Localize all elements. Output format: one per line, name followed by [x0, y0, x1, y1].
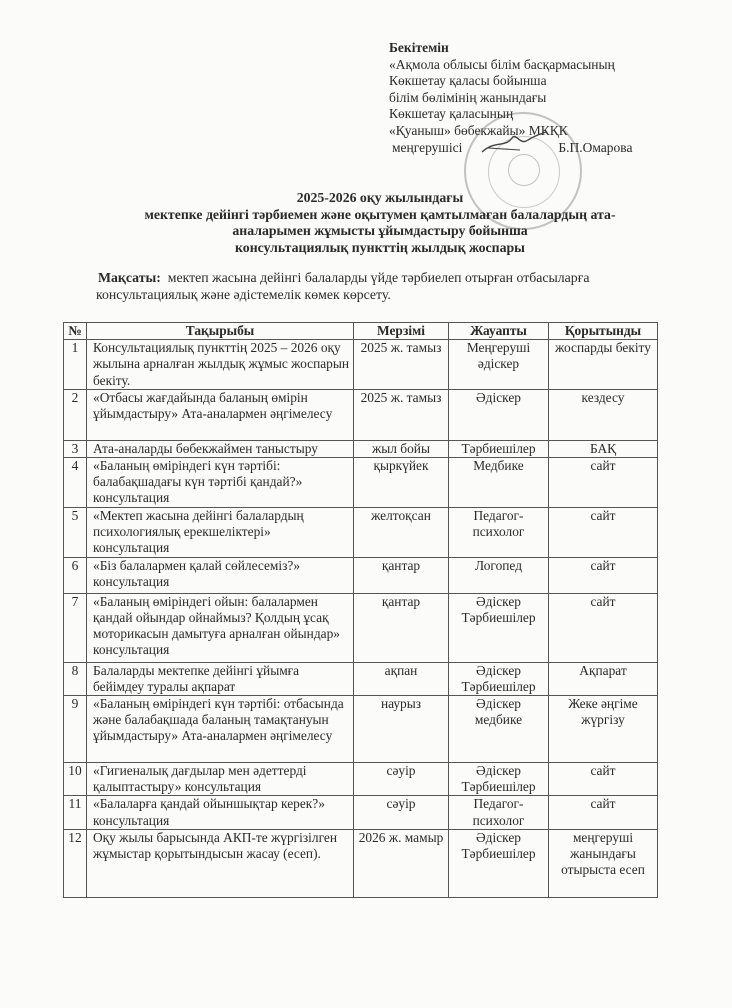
cell-topic: Ата-аналарды бөбекжаймен таныстыру	[87, 440, 354, 457]
table-row	[64, 593, 658, 662]
title-line: 2025-2026 оқу жылындағы	[296, 190, 464, 205]
cell-result: сайт	[549, 593, 658, 662]
cell-result: сайт	[549, 458, 658, 508]
approval-line: «Қуаныш» бөбекжайы» МКҚК	[389, 122, 568, 138]
table-row	[64, 796, 658, 829]
cell-date: қыркүйек	[354, 458, 449, 508]
approval-block	[389, 40, 709, 156]
cell-responsible: Меңгеруші әдіскер	[449, 340, 549, 390]
cell-result: сайт	[549, 796, 658, 829]
cell-topic: «Отбасы жағдайында баланың өмірін ұйымдастыру» Ата-аналармен әңгімелесу	[87, 389, 354, 440]
header-topic: Тақырыбы	[87, 323, 354, 340]
cell-topic: Консультациялық пункттің 2025 – 2026 оқу жылына арналған жылдық жұмыс жоспарын бекіту.	[87, 340, 354, 390]
cell-responsible: Әдіскер Тәрбиешілер	[449, 763, 549, 796]
cell-responsible: Әдіскер медбике	[449, 696, 549, 763]
cell-topic: «Баланың өміріндегі ойын: балалармен қандай ойындар ойнаймыз? Қолдың ұсақ моторикасын дамытуға арналған ойындар» консультация	[87, 593, 354, 662]
table-row	[64, 696, 658, 763]
title-line: мектепке дейінгі тәрбиемен және оқытумен қамтылмаған балалардың ата-	[144, 206, 616, 222]
header-date: Мерзімі	[354, 323, 449, 340]
cell-date: жыл бойы	[354, 440, 449, 457]
cell-responsible: Медбике	[449, 458, 549, 508]
cell-num: 6	[64, 557, 87, 593]
cell-result: сайт	[549, 507, 658, 557]
cell-result: жоспарды бекіту	[549, 340, 658, 390]
table-row	[64, 557, 658, 593]
table-row	[64, 507, 658, 557]
cell-result: сайт	[549, 763, 658, 796]
approval-line: білім бөлімінің жанындағы	[389, 89, 547, 105]
approval-line: Көкшетау қаласы бойынша	[389, 73, 547, 89]
approval-line: Көкшетау қаласының	[389, 106, 514, 122]
table-row	[64, 662, 658, 695]
cell-num: 9	[64, 696, 87, 763]
cell-num: 1	[64, 340, 87, 390]
cell-responsible: Педагог-психолог	[449, 796, 549, 829]
cell-date: наурыз	[354, 696, 449, 763]
table-row	[64, 458, 658, 508]
cell-responsible: Әдіскер Тәрбиешілер	[449, 593, 549, 662]
cell-date: сәуір	[354, 763, 449, 796]
table-row	[64, 340, 658, 390]
cell-topic: Оқу жылы барысында АКП-те жүргізілген жұмыстар қорытындысын жасау (есеп).	[87, 829, 354, 897]
cell-topic: «Гигиеналық дағдылар мен әдеттерді қалыптастыру» консультация	[87, 763, 354, 796]
cell-result: кездесу	[549, 389, 658, 440]
cell-date: 2026 ж. мамыр	[354, 829, 449, 897]
cell-topic: Балаларды мектепке дейінгі ұйымға бейімдеу туралы ақпарат	[87, 662, 354, 695]
cell-result: Жеке әңгіме жүргізу	[549, 696, 658, 763]
cell-num: 4	[64, 458, 87, 508]
title-line: консультациялық пункттің жылдық жоспары	[235, 239, 525, 255]
cell-topic: «Мектеп жасына дейінгі балалардың психологиялық ерекшеліктері» консультация	[87, 507, 354, 557]
table-row	[64, 440, 658, 457]
cell-result: БАҚ	[549, 440, 658, 457]
cell-topic: «Баланың өміріндегі күн тәртібі: балабақшадағы күн тәртібі қандай?» консультация	[87, 458, 354, 508]
cell-result: сайт	[549, 557, 658, 593]
approval-title: Бекітемін	[389, 40, 449, 55]
table-row	[64, 763, 658, 796]
signatory-name: Б.П.Омарова	[558, 139, 633, 155]
title-line: аналарымен жұмысты ұйымдастыру бойынша	[232, 223, 528, 238]
cell-date: 2025 ж. тамыз	[354, 389, 449, 440]
goal-label: Мақсаты:	[98, 270, 161, 285]
table-header-row	[64, 323, 658, 340]
header-responsible: Жауапты	[449, 323, 549, 340]
cell-topic: «Баланың өміріндегі күн тәртібі: отбасында және балабақшада баланың тамақтануын ұйымдастыру» Ата-аналармен әңгімелесу	[87, 696, 354, 763]
signature-row	[389, 140, 709, 157]
cell-responsible: Әдіскер	[449, 389, 549, 440]
goal-text: консультациялық және әдістемелік көмек көрсету.	[96, 286, 391, 302]
position-label: меңгерушісі	[392, 139, 463, 155]
cell-date: желтоқсан	[354, 507, 449, 557]
cell-result: Ақпарат	[549, 662, 658, 695]
goal-text: мектеп жасына дейінгі балаларды үйде тәрбиелеп отырған отбасыларға	[167, 270, 590, 285]
cell-date: қантар	[354, 557, 449, 593]
cell-date: қантар	[354, 593, 449, 662]
cell-responsible: Тәрбиешілер	[449, 440, 549, 457]
cell-num: 7	[64, 593, 87, 662]
cell-num: 5	[64, 507, 87, 557]
cell-topic: «Балаларға қандай ойыншықтар керек?» консультация	[87, 796, 354, 829]
cell-num: 11	[64, 796, 87, 829]
cell-num: 2	[64, 389, 87, 440]
cell-date: 2025 ж. тамыз	[354, 340, 449, 390]
cell-responsible: Әдіскер Тәрбиешілер	[449, 829, 549, 897]
cell-responsible: Педагог-психолог	[449, 507, 549, 557]
cell-num: 3	[64, 440, 87, 457]
cell-num: 8	[64, 662, 87, 695]
table-row	[64, 389, 658, 440]
cell-num: 12	[64, 829, 87, 897]
cell-topic: «Біз балалармен қалай сөйлесеміз?» консультация	[87, 557, 354, 593]
header-num: №	[64, 323, 87, 340]
cell-responsible: Логопед	[449, 557, 549, 593]
goal-paragraph	[98, 270, 658, 303]
cell-responsible: Әдіскер Тәрбиешілер	[449, 662, 549, 695]
cell-date: ақпан	[354, 662, 449, 695]
header-result: Қорытынды	[549, 323, 658, 340]
approval-line: «Ақмола облысы білім басқармасының	[389, 56, 615, 72]
plan-table	[63, 322, 658, 898]
cell-date: сәуір	[354, 796, 449, 829]
table-row	[64, 829, 658, 897]
cell-result: меңгеруші жанындағы отырыста есеп	[549, 829, 658, 897]
cell-num: 10	[64, 763, 87, 796]
document-title	[100, 190, 660, 256]
